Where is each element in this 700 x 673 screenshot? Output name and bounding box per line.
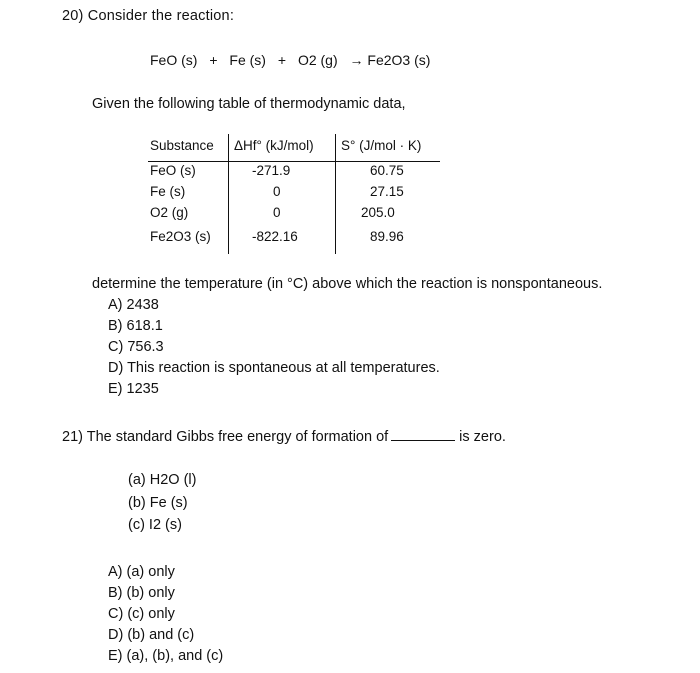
table-cell-enthalpy: -822.16	[252, 229, 298, 244]
q20-option-d[interactable]: D) This reaction is spontaneous at all temperatures.	[108, 360, 440, 376]
q20-title: 20) Consider the reaction:	[62, 8, 235, 24]
table-cell-entropy: 60.75	[370, 163, 404, 178]
q20-option-a[interactable]: A) 2438	[108, 297, 159, 313]
q21-title-end: is zero.	[459, 429, 506, 445]
given-text: Given the following table of thermodynamic data,	[92, 96, 406, 112]
table-cell-enthalpy: -271.9	[252, 163, 291, 178]
plus-sign: +	[277, 52, 287, 68]
q21-item-c: (c) I2 (s)	[128, 517, 182, 533]
q21-option-b[interactable]: B) (b) only	[108, 585, 175, 601]
q21-option-d[interactable]: D) (b) and (c)	[108, 627, 195, 643]
table-cell-enthalpy: 0	[273, 205, 281, 220]
table-cell-entropy: 89.96	[370, 229, 404, 244]
table-cell-substance: FeO (s)	[150, 163, 196, 178]
table-cell-entropy: 27.15	[370, 184, 404, 199]
q20-option-b[interactable]: B) 618.1	[108, 318, 163, 334]
table-header-substance: Substance	[150, 138, 214, 153]
reaction-equation	[150, 52, 430, 68]
q20-option-e[interactable]: E) 1235	[108, 381, 159, 397]
plus-sign: +	[209, 52, 218, 68]
table-cell-entropy: 205.0	[361, 205, 395, 220]
q20-prompt: determine the temperature (in °C) above which the reaction is nonspontaneous.	[92, 276, 603, 292]
q21-option-e[interactable]: E) (a), (b), and (c)	[108, 648, 224, 664]
answer-blank	[391, 428, 455, 441]
table-cell-substance: Fe (s)	[150, 184, 186, 199]
table-divider	[228, 134, 229, 254]
table-header-rule	[148, 161, 440, 162]
table-header-entropy: S° (J/mol · K)	[341, 138, 422, 153]
product-fe2o3: Fe2O3 (s)	[367, 52, 431, 68]
table-cell-substance: O2 (g)	[150, 205, 189, 220]
q21-title-text: 21) The standard Gibbs free energy of formation of	[62, 429, 389, 445]
reactant-fe: Fe (s)	[229, 52, 266, 68]
table-divider	[335, 134, 336, 254]
table-cell-substance: Fe2O3 (s)	[150, 229, 211, 244]
reactant-feo: FeO (s)	[150, 52, 198, 68]
reactant-o2: O2 (g)	[297, 52, 338, 68]
q21-option-c[interactable]: C) (c) only	[108, 606, 175, 622]
q21-title	[62, 428, 506, 445]
q21-item-a: (a) H2O (l)	[128, 472, 197, 488]
table-header-enthalpy: ΔHf° (kJ/mol)	[234, 138, 314, 153]
q21-item-b: (b) Fe (s)	[128, 495, 188, 511]
reaction-arrow: →	[349, 52, 364, 68]
table-cell-enthalpy: 0	[273, 184, 281, 199]
q20-option-c[interactable]: C) 756.3	[108, 339, 164, 355]
q21-option-a[interactable]: A) (a) only	[108, 564, 175, 580]
thermo-table	[148, 134, 440, 254]
